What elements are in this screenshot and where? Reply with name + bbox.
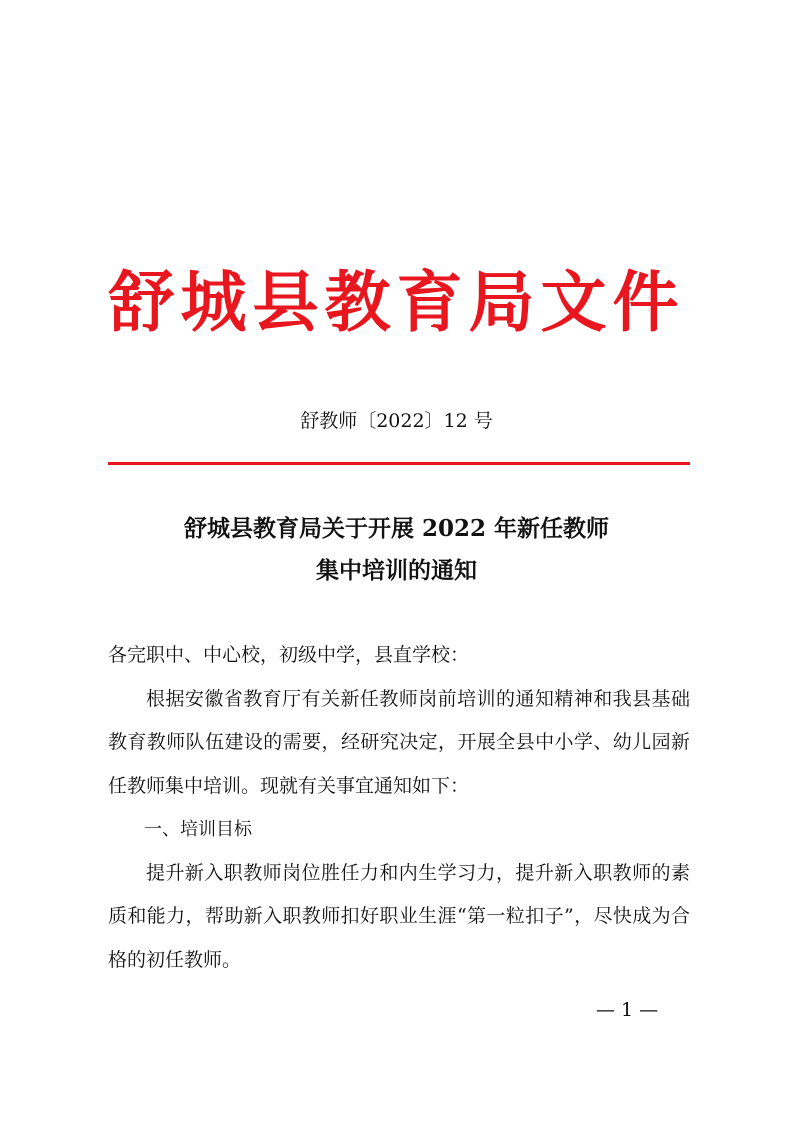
notice-title-line-1: 舒城县教育局关于开展 2022 年新任教师	[183, 515, 610, 542]
page-number: — 1 —	[596, 999, 659, 1021]
section-heading-training-goals: 一、培训目标	[144, 819, 252, 840]
notice-title-line-2: 集中培训的通知	[316, 557, 477, 584]
document-number: 舒教师〔2022〕12 号	[300, 410, 493, 432]
salutation: 各完职中、中心校，初级中学，县直学校：	[108, 644, 470, 666]
masthead-title: 舒城县教育局文件	[108, 263, 685, 341]
notice-body	[108, 634, 690, 982]
body-paragraph-2: 提升新入职教师岗位胜任力和内生学习力，提升新入职教师的素质和能力，帮助新入职教师扣好职业生涯“第一粒扣子”，尽快成为合格的初任教师。	[108, 861, 690, 971]
notice-title	[0, 508, 793, 592]
red-divider-line	[108, 462, 690, 465]
body-paragraph-1: 根据安徽省教育厅有关新任教师岗前培训的通知精神和我县基础教育教师队伍建设的需要，经研究决定，开展全县中小学、幼儿园新任教师集中培训。现就有关事宜通知如下：	[108, 687, 690, 797]
